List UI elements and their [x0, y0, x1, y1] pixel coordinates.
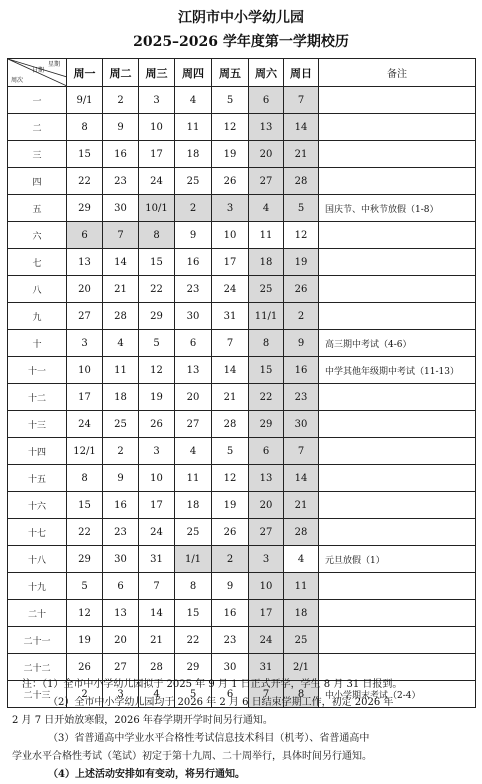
week-number-cell: 九: [8, 303, 67, 330]
date-cell: 2: [175, 195, 212, 222]
date-cell: 25: [175, 168, 212, 195]
date-cell: 6: [103, 573, 139, 600]
date-cell: 16: [175, 249, 212, 276]
date-cell: 13: [67, 249, 103, 276]
date-cell: 19: [212, 141, 249, 168]
date-cell: 22: [67, 519, 103, 546]
date-cell: 6: [67, 222, 103, 249]
week-number-cell: 六: [8, 222, 67, 249]
date-cell: 10: [212, 222, 249, 249]
date-cell: 17: [249, 600, 284, 627]
date-cell: 6: [249, 438, 284, 465]
remark-cell: 元旦放假（1）: [319, 546, 476, 573]
remark-cell: [319, 276, 476, 303]
remark-cell: [319, 600, 476, 627]
date-cell: 28: [139, 654, 175, 681]
date-cell: 22: [67, 168, 103, 195]
date-cell: 16: [212, 600, 249, 627]
date-cell: 12: [67, 600, 103, 627]
header-sun: 周日: [284, 59, 319, 87]
date-cell: 29: [139, 303, 175, 330]
remark-cell: [319, 303, 476, 330]
date-cell: 11: [103, 357, 139, 384]
table-row: [8, 411, 476, 438]
header-fri: 周五: [212, 59, 249, 87]
table-row: [8, 330, 476, 357]
remark-cell: [319, 438, 476, 465]
date-cell: 10/1: [139, 195, 175, 222]
date-cell: 9: [175, 222, 212, 249]
date-cell: 13: [249, 114, 284, 141]
remark-cell: [319, 465, 476, 492]
date-cell: 7: [139, 573, 175, 600]
date-cell: 15: [175, 600, 212, 627]
date-cell: 21: [103, 276, 139, 303]
date-cell: 11/1: [249, 303, 284, 330]
remark-cell: [319, 411, 476, 438]
date-cell: 22: [139, 276, 175, 303]
note-2-line-1: （2）全市中小学幼儿园均于 2026 年 2 月 6 日结束学期工作，初定 2026 年: [48, 697, 394, 708]
date-cell: 31: [139, 546, 175, 573]
date-cell: 4: [103, 330, 139, 357]
date-cell: 27: [249, 168, 284, 195]
table-row: [8, 114, 476, 141]
date-cell: 9: [284, 330, 319, 357]
date-cell: 1/1: [175, 546, 212, 573]
date-cell: 29: [67, 195, 103, 222]
week-number-cell: 二十二: [8, 654, 67, 681]
date-cell: 20: [103, 627, 139, 654]
calendar-table: [7, 58, 476, 708]
date-cell: 17: [67, 384, 103, 411]
date-cell: 21: [212, 384, 249, 411]
table-row: [8, 546, 476, 573]
date-cell: 2: [284, 303, 319, 330]
date-cell: 25: [103, 411, 139, 438]
date-cell: 25: [175, 519, 212, 546]
notes-section: [12, 676, 466, 784]
week-number-cell: 一: [8, 87, 67, 114]
table-row: [8, 438, 476, 465]
week-number-cell: 十七: [8, 519, 67, 546]
date-cell: 18: [284, 600, 319, 627]
date-cell: 12: [212, 114, 249, 141]
date-cell: 27: [249, 519, 284, 546]
note-4: （4）上述活动安排如有变动，将另行通知。: [48, 769, 245, 780]
date-cell: 26: [212, 168, 249, 195]
date-cell: 8: [139, 222, 175, 249]
remark-cell: [319, 249, 476, 276]
week-number-cell: 五: [8, 195, 67, 222]
table-row: [8, 519, 476, 546]
table-row: [8, 249, 476, 276]
date-cell: 27: [175, 411, 212, 438]
corner-cell: [8, 59, 67, 87]
date-cell: 28: [212, 411, 249, 438]
date-cell: 26: [139, 411, 175, 438]
date-cell: 23: [103, 519, 139, 546]
date-cell: 8: [175, 573, 212, 600]
remark-cell: [319, 114, 476, 141]
date-cell: 7: [212, 330, 249, 357]
week-number-cell: 八: [8, 276, 67, 303]
date-cell: 20: [67, 276, 103, 303]
date-cell: 21: [284, 141, 319, 168]
date-cell: 8: [284, 681, 319, 708]
date-cell: 7: [284, 87, 319, 114]
date-cell: 15: [139, 249, 175, 276]
week-number-cell: 十: [8, 330, 67, 357]
date-cell: 4: [249, 195, 284, 222]
table-row: [8, 303, 476, 330]
date-cell: 8: [67, 114, 103, 141]
date-cell: 24: [139, 168, 175, 195]
table-row: [8, 141, 476, 168]
date-cell: 4: [175, 87, 212, 114]
date-cell: 29: [175, 654, 212, 681]
date-cell: 6: [249, 87, 284, 114]
date-cell: 3: [103, 681, 139, 708]
table-row: [8, 222, 476, 249]
date-cell: 10: [67, 357, 103, 384]
week-number-cell: 二十一: [8, 627, 67, 654]
header-wed: 周三: [139, 59, 175, 87]
table-row: [8, 600, 476, 627]
date-cell: 28: [284, 168, 319, 195]
date-cell: 5: [212, 438, 249, 465]
date-cell: 10: [139, 114, 175, 141]
remark-cell: [319, 384, 476, 411]
date-cell: 5: [175, 681, 212, 708]
date-cell: 12: [284, 222, 319, 249]
date-cell: 18: [175, 492, 212, 519]
date-cell: 2: [103, 438, 139, 465]
calendar-body: [8, 87, 476, 708]
date-cell: 23: [212, 627, 249, 654]
date-cell: 17: [212, 249, 249, 276]
date-cell: 23: [175, 276, 212, 303]
date-cell: 3: [139, 87, 175, 114]
date-cell: 15: [67, 141, 103, 168]
date-cell: 30: [212, 654, 249, 681]
corner-day-label: 日期: [31, 67, 44, 74]
header-row: [8, 59, 476, 87]
corner-week-label: 周次: [11, 77, 24, 84]
date-cell: 25: [284, 627, 319, 654]
remark-cell: 高三期中考试（4-6）: [319, 330, 476, 357]
table-row: [8, 492, 476, 519]
date-cell: 15: [249, 357, 284, 384]
date-cell: 29: [249, 411, 284, 438]
date-cell: 11: [175, 114, 212, 141]
week-number-cell: 十五: [8, 465, 67, 492]
date-cell: 3: [212, 195, 249, 222]
date-cell: 11: [175, 465, 212, 492]
table-row: [8, 573, 476, 600]
date-cell: 14: [212, 357, 249, 384]
date-cell: 11: [249, 222, 284, 249]
table-row: [8, 627, 476, 654]
date-cell: 5: [284, 195, 319, 222]
remark-cell: 中小学期末考试（2-4）: [319, 681, 476, 708]
week-number-cell: 十四: [8, 438, 67, 465]
date-cell: 18: [103, 384, 139, 411]
date-cell: 30: [103, 195, 139, 222]
header-remarks: 备注: [319, 59, 476, 87]
date-cell: 22: [249, 384, 284, 411]
date-cell: 24: [249, 627, 284, 654]
date-cell: 27: [67, 303, 103, 330]
date-cell: 2: [103, 87, 139, 114]
date-cell: 14: [284, 465, 319, 492]
date-cell: 9: [103, 465, 139, 492]
date-cell: 12/1: [67, 438, 103, 465]
date-cell: 3: [67, 330, 103, 357]
date-cell: 30: [103, 546, 139, 573]
note-3-line-2: 学业水平合格性考试（笔试）初定于第十九周、二十周举行，具体时间另行通知。: [12, 751, 372, 762]
week-number-cell: 十三: [8, 411, 67, 438]
page-subtitle: 2025–2026 学年度第一学期校历: [133, 34, 349, 50]
week-number-cell: 七: [8, 249, 67, 276]
date-cell: 24: [139, 519, 175, 546]
date-cell: 10: [249, 573, 284, 600]
date-cell: 23: [103, 168, 139, 195]
date-cell: 16: [103, 492, 139, 519]
date-cell: 12: [212, 465, 249, 492]
date-cell: 14: [139, 600, 175, 627]
date-cell: 24: [67, 411, 103, 438]
table-row: [8, 384, 476, 411]
table-row: [8, 276, 476, 303]
date-cell: 31: [212, 303, 249, 330]
date-cell: 5: [67, 573, 103, 600]
header-mon: 周一: [67, 59, 103, 87]
header-tue: 周二: [103, 59, 139, 87]
date-cell: 2: [67, 681, 103, 708]
date-cell: 6: [212, 681, 249, 708]
date-cell: 4: [139, 681, 175, 708]
date-cell: 17: [139, 492, 175, 519]
date-cell: 21: [139, 627, 175, 654]
date-cell: 19: [139, 384, 175, 411]
remark-cell: [319, 141, 476, 168]
date-cell: 14: [284, 114, 319, 141]
date-cell: 21: [284, 492, 319, 519]
remark-cell: [319, 627, 476, 654]
date-cell: 13: [249, 465, 284, 492]
date-cell: 27: [103, 654, 139, 681]
remark-cell: [319, 87, 476, 114]
header-sat: 周六: [249, 59, 284, 87]
date-cell: 18: [249, 249, 284, 276]
date-cell: 18: [175, 141, 212, 168]
date-cell: 22: [175, 627, 212, 654]
date-cell: 16: [103, 141, 139, 168]
date-cell: 12: [139, 357, 175, 384]
date-cell: 30: [175, 303, 212, 330]
remark-cell: [319, 519, 476, 546]
date-cell: 3: [139, 438, 175, 465]
date-cell: 5: [139, 330, 175, 357]
date-cell: 11: [284, 573, 319, 600]
date-cell: 16: [284, 357, 319, 384]
week-number-cell: 十八: [8, 546, 67, 573]
date-cell: 7: [249, 681, 284, 708]
date-cell: 5: [212, 87, 249, 114]
date-cell: 24: [212, 276, 249, 303]
remark-cell: [319, 492, 476, 519]
date-cell: 26: [212, 519, 249, 546]
date-cell: 2: [212, 546, 249, 573]
remark-cell: [319, 168, 476, 195]
date-cell: 10: [139, 465, 175, 492]
date-cell: 9: [212, 573, 249, 600]
date-cell: 28: [284, 519, 319, 546]
date-cell: 23: [284, 384, 319, 411]
date-cell: 13: [175, 357, 212, 384]
date-cell: 8: [249, 330, 284, 357]
week-number-cell: 十一: [8, 357, 67, 384]
week-number-cell: 十六: [8, 492, 67, 519]
week-number-cell: 十二: [8, 384, 67, 411]
week-number-cell: 三: [8, 141, 67, 168]
week-number-cell: 十九: [8, 573, 67, 600]
date-cell: 19: [67, 627, 103, 654]
date-cell: 13: [103, 600, 139, 627]
date-cell: 4: [284, 546, 319, 573]
date-cell: 14: [103, 249, 139, 276]
week-number-cell: 四: [8, 168, 67, 195]
date-cell: 6: [175, 330, 212, 357]
date-cell: 30: [284, 411, 319, 438]
header-thu: 周四: [175, 59, 212, 87]
date-cell: 8: [67, 465, 103, 492]
week-number-cell: 二: [8, 114, 67, 141]
date-cell: 20: [249, 492, 284, 519]
remark-cell: 中学其他年级期中考试（11-13）: [319, 357, 476, 384]
date-cell: 26: [67, 654, 103, 681]
table-row: [8, 357, 476, 384]
table-row: [8, 168, 476, 195]
week-number-cell: 二十: [8, 600, 67, 627]
week-number-cell: 二十三: [8, 681, 67, 708]
date-cell: 19: [212, 492, 249, 519]
date-cell: 29: [67, 546, 103, 573]
date-cell: 20: [175, 384, 212, 411]
date-cell: 4: [175, 438, 212, 465]
note-3-line-1: （3）省普通高中学业水平合格性考试信息技术科目（机考）、省普通高中: [48, 733, 370, 744]
date-cell: 7: [103, 222, 139, 249]
page-title: 江阴市中小学幼儿园: [178, 10, 304, 26]
table-row: [8, 465, 476, 492]
date-cell: 15: [67, 492, 103, 519]
note-1: 注：（1）全市中小学幼儿园拟于 2025 年 9 月 1 日正式开学，学生 8 月 31 日报到。: [22, 679, 403, 690]
remark-cell: [319, 222, 476, 249]
table-row: [8, 87, 476, 114]
date-cell: 28: [103, 303, 139, 330]
corner-weekday-label: 星期: [47, 61, 60, 68]
date-cell: 20: [249, 141, 284, 168]
date-cell: 9/1: [67, 87, 103, 114]
date-cell: 19: [284, 249, 319, 276]
date-cell: 3: [249, 546, 284, 573]
date-cell: 2/1: [284, 654, 319, 681]
date-cell: 25: [249, 276, 284, 303]
remark-cell: 国庆节、中秋节放假（1-8）: [319, 195, 476, 222]
date-cell: 7: [284, 438, 319, 465]
date-cell: 17: [139, 141, 175, 168]
table-row: [8, 195, 476, 222]
remark-cell: [319, 573, 476, 600]
date-cell: 31: [249, 654, 284, 681]
date-cell: 9: [103, 114, 139, 141]
date-cell: 26: [284, 276, 319, 303]
note-2-line-2: 2 月 7 日开始放寒假，2026 年春学期开学时间另行通知。: [12, 715, 273, 726]
